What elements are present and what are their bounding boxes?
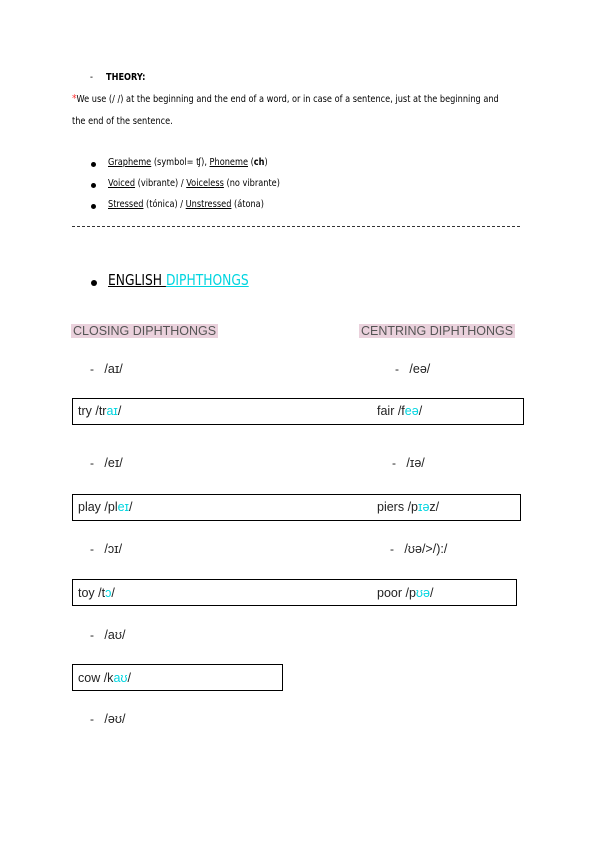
bullet-dot (91, 280, 97, 286)
theory-line-1: *We use (/ /) at the beginning and the end of a word, or in case of a sentence, just at the beginning and (72, 92, 499, 105)
example-word: fair /feə/ (377, 404, 423, 418)
bullet-dot (91, 162, 96, 167)
closing-ipa: - /aʊ/ (90, 628, 126, 642)
example-box-row (72, 398, 524, 425)
bullet-grapheme: Grapheme (symbol= ʧ), Phoneme (ch) (108, 157, 268, 168)
asterisk: * (72, 92, 77, 105)
bullet-dot (91, 204, 96, 209)
bullet-stressed: Stressed (tónica) / Unstressed (átona) (108, 199, 264, 210)
example-word: cow /kaʊ/ (78, 671, 131, 685)
centring-header: CENTRING DIPHTHONGS (361, 324, 514, 338)
theory-label: THEORY: (106, 72, 146, 83)
centring-ipa: - /eə/ (395, 362, 431, 376)
example-word: try /traɪ/ (78, 404, 122, 418)
theory-line-2: the end of the sentence. (72, 116, 173, 127)
bullet-voiced: Voiced (vibrante) / Voiceless (no vibrante) (108, 178, 280, 189)
example-word: poor /pʊə/ (377, 586, 434, 600)
theory-heading: - THEORY: (90, 72, 146, 83)
closing-header: CLOSING DIPHTHONGS (73, 324, 217, 338)
closing-ipa: - /əʊ/ (90, 712, 126, 726)
closing-ipa: - /ɔɪ/ (90, 542, 123, 556)
closing-ipa: - /eɪ/ (90, 456, 123, 470)
example-word: toy /tɔ/ (78, 586, 115, 600)
bullet-dot (91, 183, 96, 188)
example-box-row (72, 494, 521, 521)
example-box-row (72, 579, 517, 606)
centring-ipa: - /ʊə/>/):/ (390, 542, 448, 556)
example-word: play /pleɪ/ (78, 500, 133, 514)
centring-ipa: - /ɪə/ (392, 456, 425, 470)
separator (72, 226, 520, 227)
example-word: piers /pɪəz/ (377, 500, 440, 514)
section-title: ENGLISH DIPHTHONGS (108, 271, 249, 289)
closing-ipa: - /aɪ/ (90, 362, 123, 376)
